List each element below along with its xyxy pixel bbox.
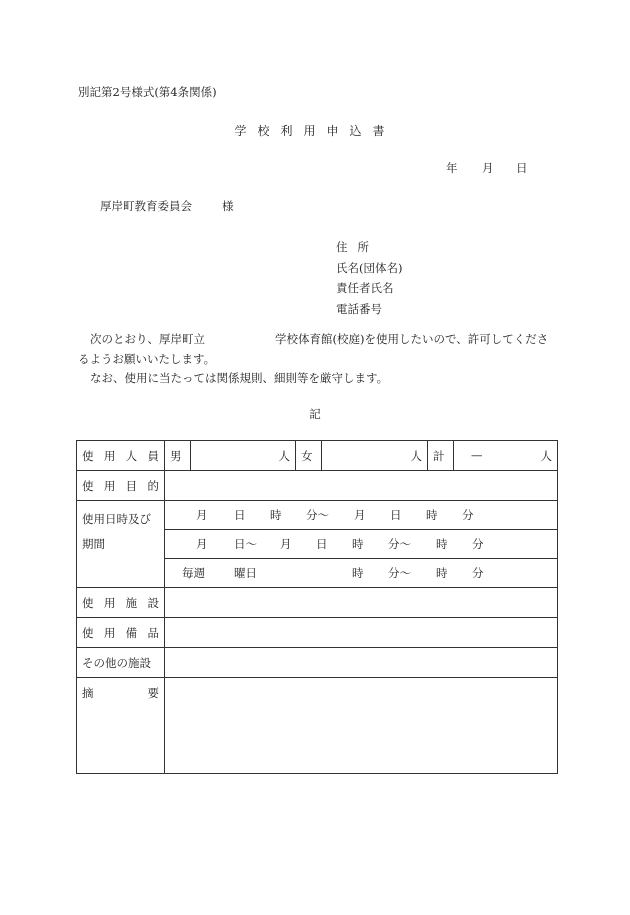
facility-row (77, 588, 558, 618)
applicant-name-label: 氏名(団体名) (336, 260, 403, 275)
applicant-manager-label: 責任者氏名 (336, 281, 394, 295)
date-year: 年 (446, 161, 458, 175)
other-facility-row (77, 648, 558, 678)
other-facility-field[interactable] (165, 648, 558, 678)
people-label: 使 用 人 員 (77, 441, 165, 471)
female-count-field[interactable]: 人 (322, 441, 428, 471)
applicant-phone-label: 電話番号 (336, 301, 382, 316)
applicant-address-label: 住所 (336, 240, 379, 254)
application-table (76, 440, 558, 774)
purpose-row (77, 471, 558, 501)
equipment-row (77, 618, 558, 648)
male-label: 男 (165, 441, 191, 471)
body-line-1: 次のとおり、厚岸町立 学校体育館(校庭)を使用したいので、許可してくださ (90, 332, 549, 346)
request-body (78, 330, 558, 389)
addressee (100, 198, 234, 214)
schedule-line-3[interactable]: 毎週 曜日 時 分〜 時 分 (165, 559, 558, 588)
facility-label: 使 用 施 設 (77, 588, 165, 618)
schedule-label: 使用日時及び期間 (77, 501, 165, 588)
purpose-label: 使 用 目 的 (77, 471, 165, 501)
people-row (77, 441, 558, 471)
purpose-field[interactable] (165, 471, 558, 501)
summary-row (77, 678, 558, 774)
body-line-2: るようお願いいたします。 (78, 351, 216, 366)
other-facility-label: その他の施設 (77, 648, 165, 678)
equipment-field[interactable] (165, 618, 558, 648)
ki-heading: 記 (309, 407, 321, 421)
summary-field[interactable] (165, 678, 558, 774)
addressee-suffix: 様 (222, 199, 234, 213)
schedule-line-2[interactable]: 月 日〜 月 日 時 分〜 時 分 (165, 530, 558, 559)
male-count-field[interactable]: 人 (191, 441, 296, 471)
schedule-row-1 (77, 501, 558, 530)
form-reference: 別記第2号様式(第4条関係) (78, 85, 217, 99)
total-count-field[interactable]: — 人 (454, 441, 558, 471)
equipment-label: 使 用 備 品 (77, 618, 165, 648)
total-label: 計 (428, 441, 454, 471)
female-label: 女 (296, 441, 322, 471)
page-title: 学校利用申込書 (234, 124, 396, 138)
body-line-3: なお、使用に当たっては関係規則、細則等を厳守します。 (90, 371, 389, 385)
date-month: 月 (482, 161, 494, 175)
summary-label: 摘 要 (77, 678, 165, 774)
applicant-block (336, 237, 402, 319)
addressee-name: 厚岸町教育委員会 (100, 199, 192, 213)
date-day: 日 (516, 161, 528, 175)
facility-field[interactable] (165, 588, 558, 618)
schedule-line-1[interactable]: 月 日 時 分〜 月 日 時 分 (165, 501, 558, 530)
